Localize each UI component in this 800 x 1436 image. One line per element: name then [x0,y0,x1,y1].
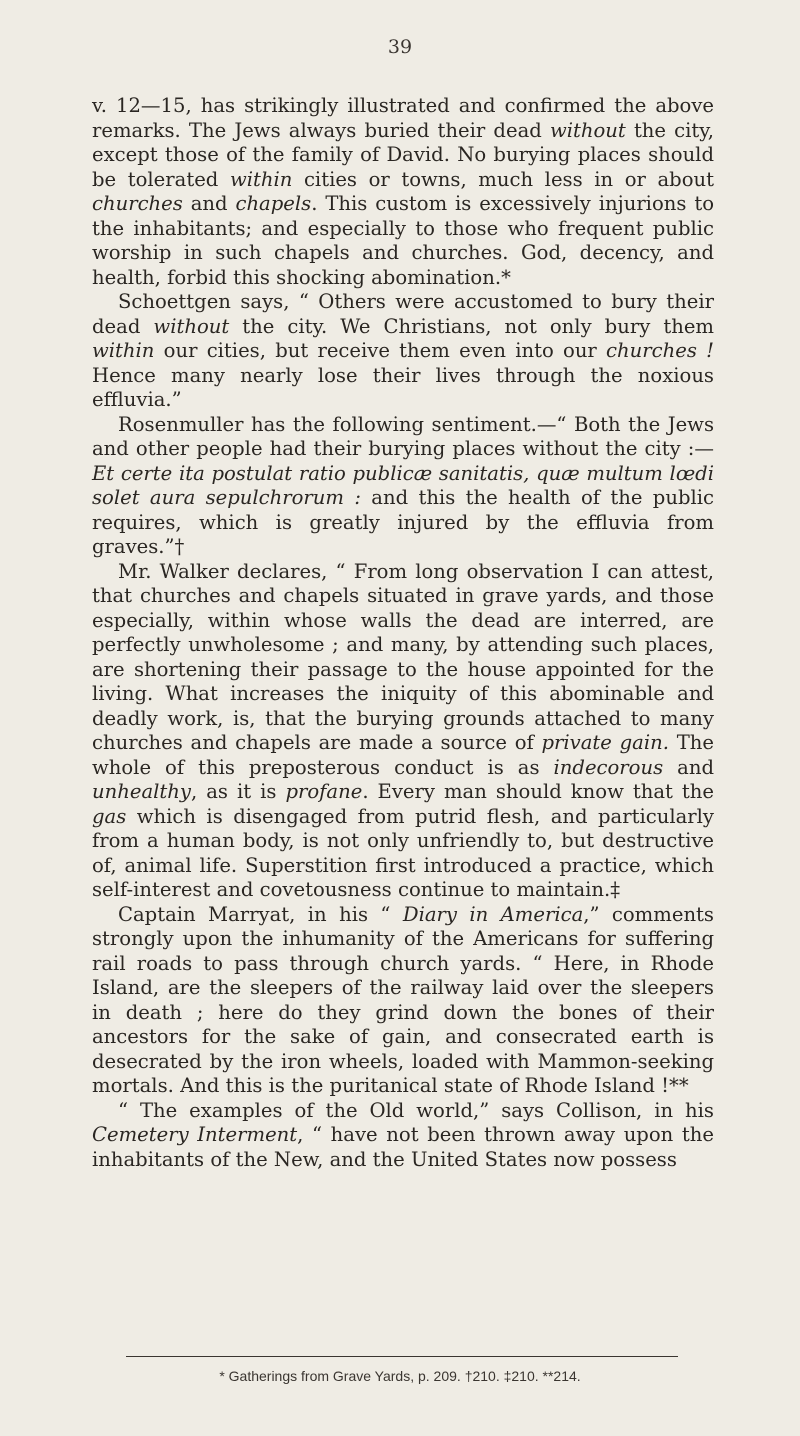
text-run: . This custom is excessively injurions to the inhabitants; and especially to those who frequent public worship in such chapels and churches. God, decency, and health, forbid this shocking abomination.* [92,192,714,289]
italic-text: churches [92,192,183,215]
text-run: and this the health of the public requires, which is greatly injured by the effluvia from graves.”† [92,486,714,558]
text-run: “ The examples of the Old world,” says Collison, in his [118,1098,714,1122]
text-run: the city, except those of the family of David. No burying places should be tolerated [92,118,714,191]
italic-text: without [153,314,230,338]
text-run: the city. We Christians, not only bury them [229,314,714,338]
text-run: which is disengaged from putrid flesh, and particularly from a human body, is not only unfriendly to, but destructive of, animal life. Superstition first introduced a practice, which self-interest and covetousness continue to maintain.‡ [92,804,714,901]
italic-text: churches ! [606,339,714,362]
italic-text: without [549,118,626,142]
text-run: . Every man should know that the [362,780,714,803]
italic-text: private gain. [541,731,669,754]
text-run: Captain Marryat, in his “ [118,902,403,926]
italic-text: Cemetery Interment [92,1123,298,1146]
italic-text: Diary in America [402,902,584,926]
italic-text: profane [285,780,363,803]
footnote-rule [126,1356,678,1357]
text-run: Mr. Walker declares, “ From long observation I can attest, that churches and chapels situated in grave yards, and those especially, within whose walls the dead are interred, are perfectly unwholesome ; and many, by attending such places, are shortening their passage to the house appointed for the living. What increases the iniquity of this abominable and deadly work, is, that the burying grounds attached to many churches and chapels are made a source of [92,559,714,754]
text-run: v. 12—15, has strikingly illustrated and confirmed the above remarks. The Jews always buried their dead [92,94,714,142]
text-run: The whole of this preposterous conduct is as [92,731,715,779]
italic-text: chapels [235,192,312,215]
footnote: * Gatherings from Grave Yards, p. 209. †210. ‡210. **214. [219,1368,581,1384]
text-run: Schoettgen says, “ Others were accustomed to bury their dead [92,290,714,338]
italic-text: within [92,339,155,362]
paragraph [92,1099,714,1173]
text-run: Hence many nearly lose their lives through the noxious effluvia.” [92,363,714,411]
paragraph [92,560,714,903]
text-run: cities or towns, much less in or about [292,167,715,191]
text-run: and [182,192,236,215]
paragraph [92,903,714,1099]
paragraph [92,290,714,413]
italic-text: unhealthy [92,780,191,803]
italic-text: within [229,167,293,191]
italic-text: indecorous [553,755,664,779]
italic-text: gas [92,804,127,828]
text-run: Rosenmuller has the following sentiment.—“ Both the Jews and other people had their burying places without the city :— [92,412,714,460]
text-run: , as it is [190,780,286,803]
text-run: our cities, but receive them even into our [154,339,607,362]
text-run: and [663,755,714,779]
text-block [92,94,714,1172]
page-number: 39 [387,36,413,58]
text-run: , “ have not been thrown away upon the inhabitants of the New, and the United States now possess [92,1123,714,1171]
paragraph [92,413,714,560]
paragraph [92,94,714,290]
italic-text: Et certe ita postulat ratio publicæ sanitatis, quæ multum lœdi solet aura sepulchrorum : [92,461,714,509]
text-run: ,” comments strongly upon the inhumanity of the Americans for suffering rail roads to pass through church yards. “ Here, in Rhode Island, are the sleepers of the railway laid over the sleepers in death ; here do they grind down the bones of their ancestors for the sake of gain, and consecrated earth is desecrated by the iron wheels, loaded with Mammon-seeking mortals. And this is the puritanical state of Rhode Island !** [92,902,714,1097]
